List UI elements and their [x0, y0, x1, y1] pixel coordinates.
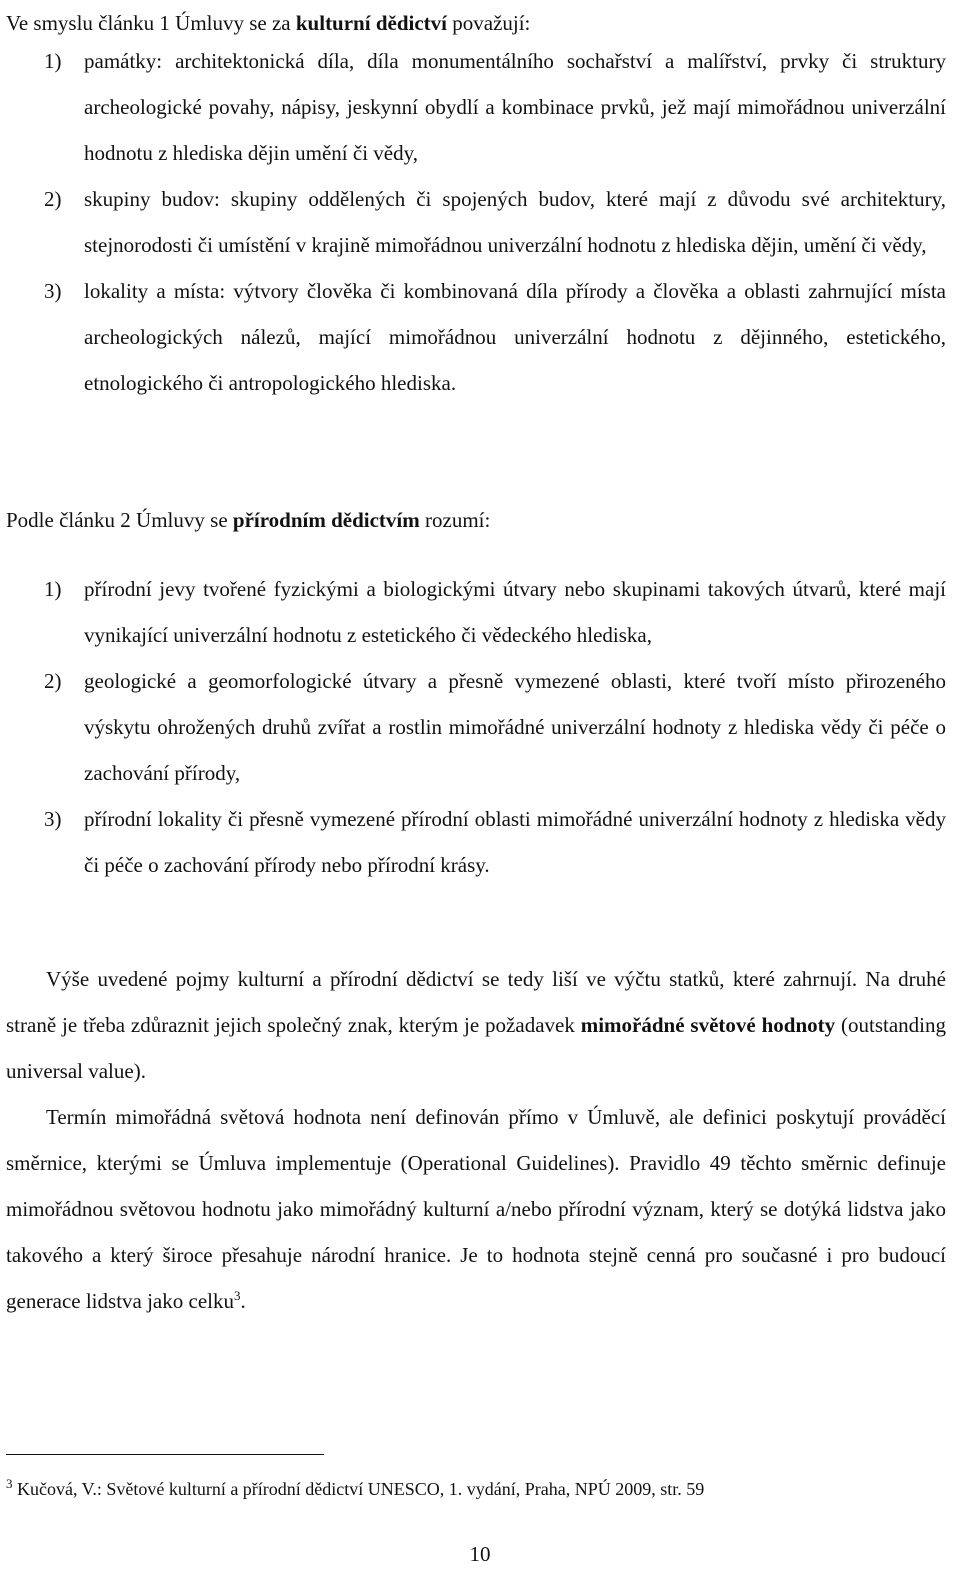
footnote-mark: 3 [6, 1476, 13, 1491]
list-number: 1) [44, 577, 62, 601]
term-natural-heritage: přírodním dědictvím [232, 508, 420, 532]
list-number: 2) [44, 187, 62, 211]
list-number: 3) [44, 279, 62, 303]
paragraph-cultural-heritage-intro: Ve smyslu článku 1 Úmluvy se za kulturní dědictví považují: [6, 11, 531, 35]
list-item [44, 268, 946, 406]
footnote-divider [6, 1454, 324, 1455]
footnote [6, 1474, 946, 1504]
footnote-text: Kučová, V.: Světové kulturní a přírodní dědictví UNESCO, 1. vydání, Praha, NPÚ 2009, str. 59 [12, 1479, 705, 1499]
list-item [44, 796, 946, 888]
list-item-text: památky: architektonická díla, díla monumentálního sochařství a malířství, prvky či struktury archeologické povahy, nápisy, jeskynní obydlí a kombinace prvků, jež mají mimořádnou univerzální hodnotu z hlediska dějin umění či vědy, [84, 49, 946, 165]
list-item [44, 38, 946, 176]
list-item [44, 176, 946, 268]
list-item-text: přírodní lokality či přesně vymezené přírodní oblasti mimořádné univerzální hodnoty z hlediska vědy či péče o zachování přírody nebo přírodní krásy. [84, 807, 946, 877]
list-item-text: geologické a geomorfologické útvary a přesně vymezené oblasti, které tvoří místo přirozeného výskytu ohrožených druhů zvířat a rostlin mimořádné univerzální hodnoty z hlediska vědy či péče o zachování přírody, [84, 669, 946, 785]
natural-heritage-list [44, 566, 946, 888]
term-outstanding-universal-value: mimořádné světové hodnoty [580, 1013, 836, 1037]
paragraph-definition: Termín mimořádná světová hodnota není definován přímo v Úmluvě, ale definici poskytují prováděcí směrnice, kterými se Úmluva implementuje (Operational Guidelines). Pravidlo 49 těchto směrnic definuje mimořádnou světovou hodnotu jako mimořádný kulturní a/nebo přírodní význam, který se dotýká lidstva jako takového a který široce přesahuje národní hranice. Je to hodnota stejně cenná pro současné i pro budoucí generace lidstva jako celku$^3$. [6, 1105, 946, 1313]
list-number: 3) [44, 807, 62, 831]
paragraph-natural-heritage-intro: Podle článku 2 Úmluvy se přírodním dědictvím rozumí: [6, 508, 491, 532]
list-item-text: skupiny budov: skupiny oddělených či spojených budov, které mají z důvodu své architektury, stejnorodosti či umístění v krajině mimořádnou univerzální hodnotu z hlediska dějin, umění či vědy, [84, 187, 946, 257]
footnote-reference: 3 [233, 1288, 241, 1303]
list-item [44, 658, 946, 796]
list-number: 2) [44, 669, 62, 693]
term-cultural-heritage: kulturní dědictví [295, 11, 447, 35]
list-item-text: přírodní jevy tvořené fyzickými a biologickými útvary nebo skupinami takových útvarů, které mají vynikající univerzální hodnotu z estetického či vědeckého hlediska, [84, 577, 946, 647]
list-item-text: lokality a místa: výtvory člověka či kombinovaná díla přírody a člověka a oblasti zahrnující místa archeologických nálezů, mající mimořádnou univerzální hodnotu z dějinného, estetického, etnologického či antropologického hlediska. [84, 279, 946, 395]
paragraph-outstanding-value: Výše uvedené pojmy kulturní a přírodní dědictví se tedy liší ve výčtu statků, které zahrnují. Na druhé straně je třeba zdůraznit jejich společný znak, kterým je požadavek mimořádné světové hodnoty (outstanding universal value). [6, 967, 946, 1083]
cultural-heritage-list [44, 38, 946, 406]
list-number: 1) [44, 49, 62, 73]
list-item [44, 566, 946, 658]
page-number: 10 [469, 1542, 491, 1566]
